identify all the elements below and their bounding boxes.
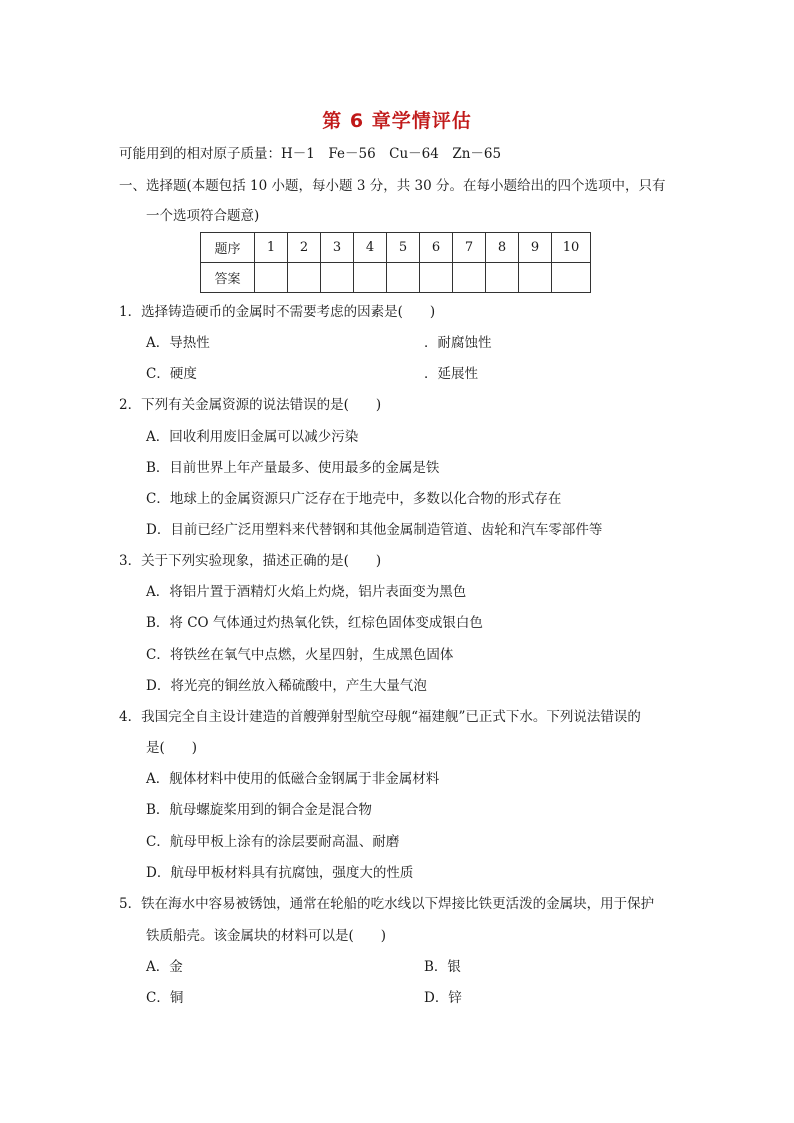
question-option: ．延展性 [424, 366, 478, 382]
question-option: A．将铝片置于酒精灯火焰上灼烧，铝片表面变为黑色 [146, 584, 467, 600]
question-stem: 4．我国完全自主设计建造的首艘弹射型航空母舰“福建舰”已正式下水。下列说法错误的 [119, 709, 641, 725]
section-heading-line-2: 一个选项符合题意) [146, 208, 260, 224]
page-title: 第 6 章学情评估 [322, 110, 472, 132]
answer-blank[interactable] [321, 263, 354, 293]
question-stem: 5．铁在海水中容易被锈蚀，通常在轮船的吃水线以下焊接比铁更活泼的金属块，用于保护 [119, 896, 655, 912]
question-stem-continued: 铁质船壳。该金属块的材料可以是( ) [146, 928, 387, 944]
question-stem-continued: 是( ) [146, 740, 198, 756]
question-option: A．回收利用废旧金属可以减少污染 [146, 429, 359, 445]
question-option: C．地球上的金属资源只广泛存在于地壳中，多数以化合物的形式存在 [146, 491, 562, 507]
question-option: B．银 [424, 959, 461, 975]
question-option: A．舰体材料中使用的低磁合金钢属于非金属材料 [146, 771, 440, 787]
table-cell-number: 5 [387, 233, 420, 263]
table-cell-number: 9 [519, 233, 552, 263]
table-cell-number: 7 [453, 233, 486, 263]
answer-blank[interactable] [354, 263, 387, 293]
question-stem: 3．关于下列实验现象，描述正确的是( ) [119, 553, 382, 569]
question-option: C．将铁丝在氧气中点燃，火星四射，生成黑色固体 [146, 647, 454, 663]
question-option: A．导热性 [146, 335, 210, 351]
answer-blank[interactable] [552, 263, 591, 293]
question-option: D．锌 [424, 990, 462, 1006]
answer-blank[interactable] [420, 263, 453, 293]
table-cell-header: 答案 [201, 263, 255, 293]
question-option: D．将光亮的铜丝放入稀硫酸中，产生大量气泡 [146, 678, 427, 694]
question-option: C．铜 [146, 990, 184, 1006]
question-option: A．金 [146, 959, 183, 975]
section-heading-line-1: 一、选择题(本题包括 10 小题，每小题 3 分，共 30 分。在每小题给出的四个选项中，只有 [119, 178, 666, 194]
question-option: D．目前已经广泛用塑料来代替钢和其他金属制造管道、齿轮和汽车零部件等 [146, 522, 603, 538]
table-row [201, 233, 591, 263]
table-cell-number: 4 [354, 233, 387, 263]
table-cell-number: 8 [486, 233, 519, 263]
question-option: ．耐腐蚀性 [424, 335, 492, 351]
atomic-masses-note: 可能用到的相对原子质量：H－1 Fe－56 Cu－64 Zn－65 [119, 146, 502, 162]
table-row [201, 263, 591, 293]
table-cell-number: 3 [321, 233, 354, 263]
table-cell-number: 2 [288, 233, 321, 263]
answer-blank[interactable] [486, 263, 519, 293]
answer-table [200, 232, 591, 293]
answer-blank[interactable] [519, 263, 552, 293]
table-cell-number: 6 [420, 233, 453, 263]
answer-blank[interactable] [255, 263, 288, 293]
question-option: B．航母螺旋桨用到的铜合金是混合物 [146, 802, 372, 818]
answer-blank[interactable] [288, 263, 321, 293]
answer-blank[interactable] [387, 263, 420, 293]
question-option: C．航母甲板上涂有的涂层要耐高温、耐磨 [146, 834, 400, 850]
question-option: C．硬度 [146, 366, 197, 382]
table-cell-number: 10 [552, 233, 591, 263]
answer-blank[interactable] [453, 263, 486, 293]
table-cell-header: 题序 [201, 233, 255, 263]
question-option: B．将 CO 气体通过灼热氧化铁，红棕色固体变成银白色 [146, 615, 483, 631]
question-stem: 1．选择铸造硬币的金属时不需要考虑的因素是( ) [119, 304, 436, 320]
question-stem: 2．下列有关金属资源的说法错误的是( ) [119, 397, 382, 413]
question-option: B．目前世界上年产量最多、使用最多的金属是铁 [146, 460, 440, 476]
question-option: D．航母甲板材料具有抗腐蚀，强度大的性质 [146, 865, 414, 881]
table-cell-number: 1 [255, 233, 288, 263]
